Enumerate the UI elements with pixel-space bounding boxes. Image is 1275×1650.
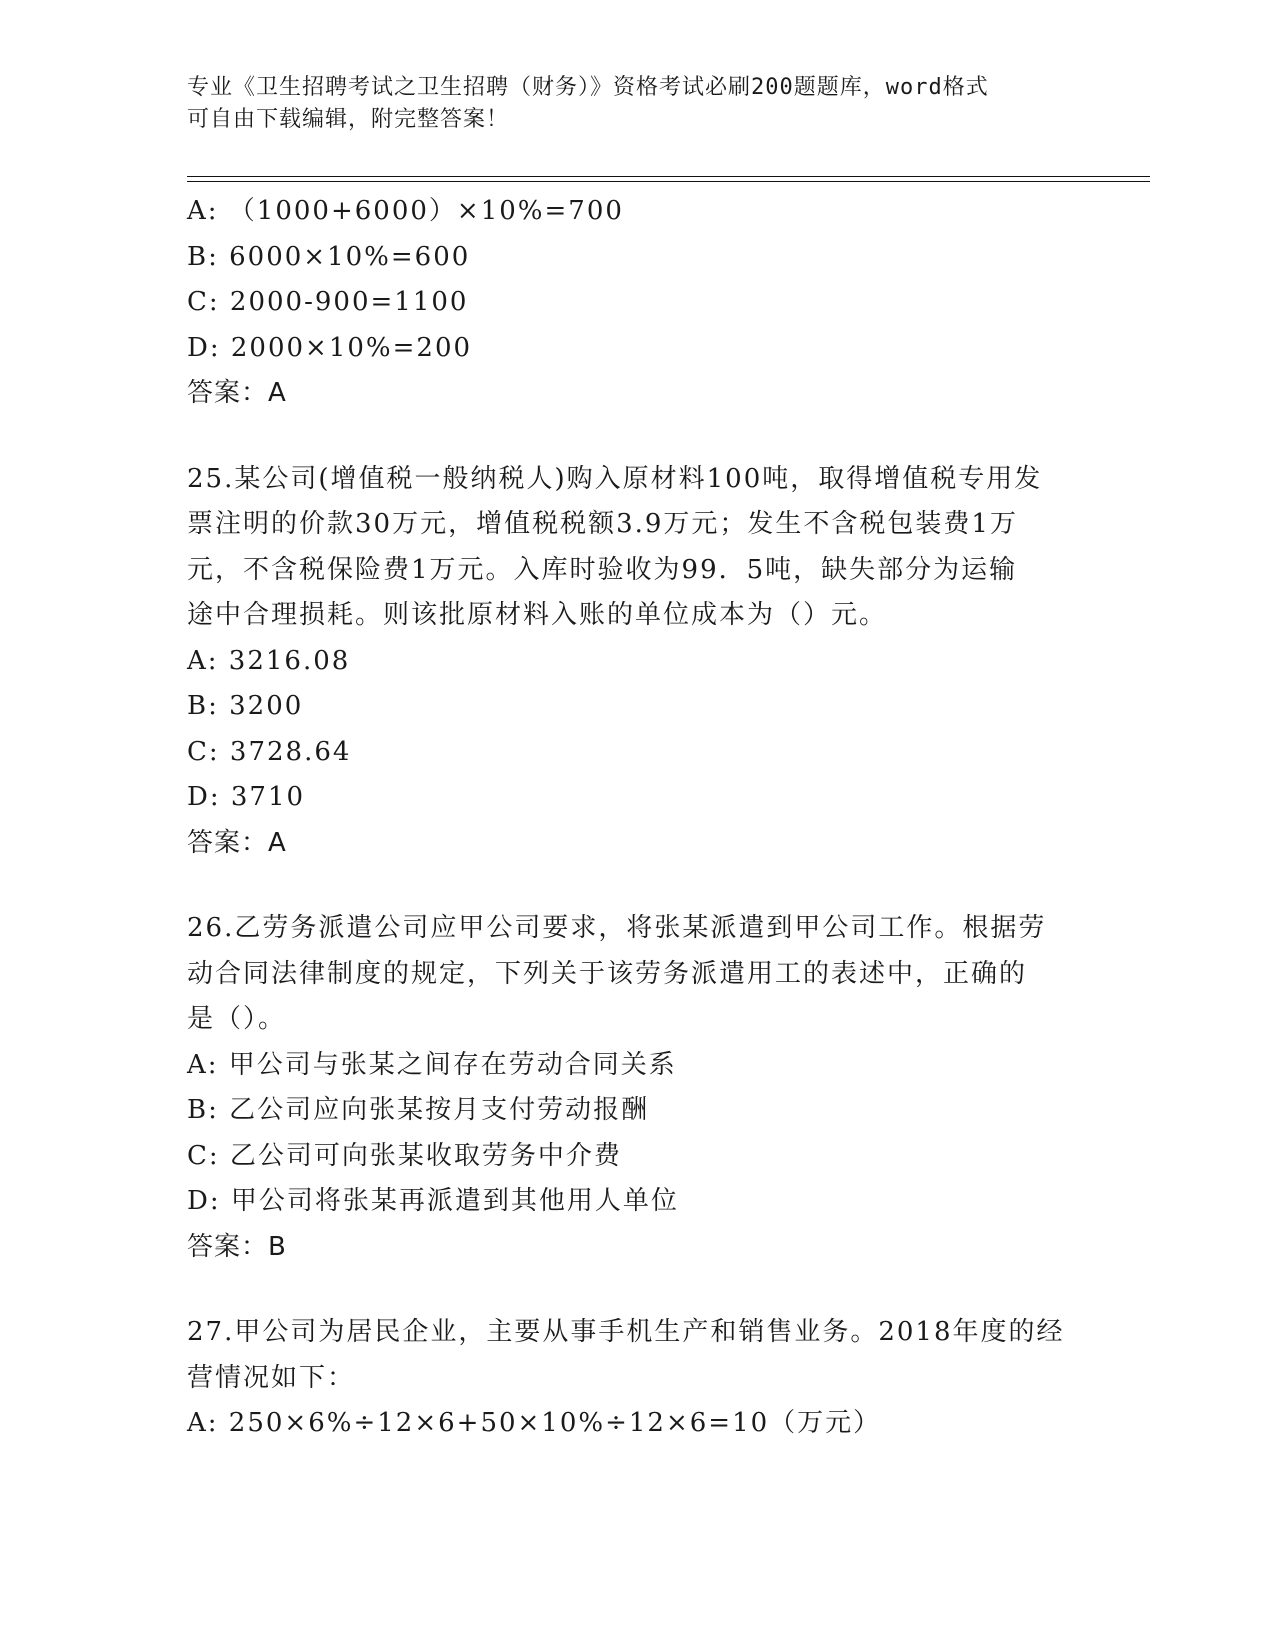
question-text-line: 25.某公司(增值税一般纳税人)购入原材料100吨，取得增值税专用发 bbox=[187, 463, 1043, 494]
header-divider-bottom bbox=[187, 181, 1150, 182]
question-text-line: 票注明的价款30万元，增值税税额3.9万元；发生不含税包装费1万 bbox=[187, 509, 1018, 539]
option-c: C: 3728.64 bbox=[187, 736, 352, 767]
question-24 bbox=[187, 189, 1087, 417]
option-a: A: 3216.08 bbox=[187, 645, 351, 676]
question-27 bbox=[187, 1310, 1087, 1447]
option-b: B: 乙公司应向张某按月支付劳动报酬 bbox=[187, 1095, 650, 1125]
question-text-line: 是（）。 bbox=[187, 1004, 287, 1034]
header-line-1: 专业《卫生招聘考试之卫生招聘（财务）》资格考试必刷200题题库，word格式 bbox=[187, 75, 989, 100]
option-d: D: 甲公司将张某再派遣到其他用人单位 bbox=[187, 1186, 679, 1216]
option-c: C: 2000-900=1100 bbox=[187, 287, 469, 317]
option-a: A: 250×6%÷12×6+50×10%÷12×6=10（万元） bbox=[187, 1408, 882, 1438]
option-b: B: 3200 bbox=[187, 691, 304, 721]
answer: 答案：A bbox=[187, 827, 287, 858]
question-text-line: 营情况如下： bbox=[187, 1362, 356, 1393]
option-a: A: 甲公司与张某之间存在劳动合同关系 bbox=[187, 1049, 677, 1080]
header-divider-top bbox=[187, 176, 1150, 177]
option-a: A: （1000+6000）×10%=700 bbox=[187, 196, 624, 226]
question-text-line: 途中合理损耗。则该批原材料入账的单位成本为（）元。 bbox=[187, 600, 888, 630]
answer: 答案：B bbox=[187, 1231, 287, 1262]
answer: 答案：A bbox=[187, 378, 287, 408]
option-c: C: 乙公司可向张某收取劳务中介费 bbox=[187, 1140, 622, 1171]
question-26 bbox=[187, 906, 1087, 1270]
spacer bbox=[187, 1270, 1087, 1310]
question-text-line: 26.乙劳务派遣公司应甲公司要求，将张某派遣到甲公司工作。根据劳 bbox=[187, 913, 1047, 943]
option-b: B: 6000×10%=600 bbox=[187, 241, 471, 272]
question-text-line: 27.甲公司为居民企业，主要从事手机生产和销售业务。2018年度的经 bbox=[187, 1317, 1065, 1347]
question-25 bbox=[187, 457, 1087, 867]
option-d: D: 3710 bbox=[187, 782, 306, 812]
option-d: D: 2000×10%=200 bbox=[187, 332, 473, 363]
question-text-line: 动合同法律制度的规定，下列关于该劳务派遣用工的表述中，正确的 bbox=[187, 958, 1028, 989]
spacer bbox=[187, 417, 1087, 457]
question-text-line: 元，不含税保险费1万元。入库时验收为99．5吨，缺失部分为运输 bbox=[187, 554, 1018, 585]
document-header bbox=[187, 72, 1087, 136]
question-content bbox=[187, 189, 1087, 1447]
header-line-2: 可自由下载编辑，附完整答案！ bbox=[187, 107, 510, 132]
spacer bbox=[187, 866, 1087, 906]
